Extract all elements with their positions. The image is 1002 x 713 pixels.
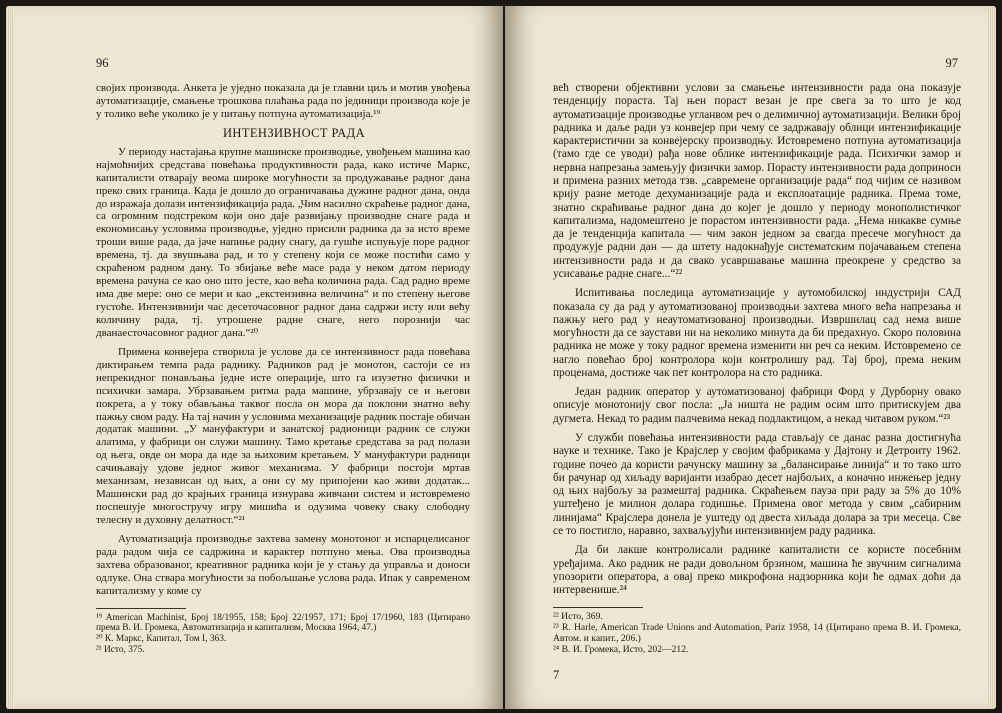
page-edge-left — [6, 6, 14, 709]
left-page — [6, 6, 503, 709]
section-heading: ИНТЕНЗИВНОСТ РАДА — [222, 125, 366, 140]
left-footnotes — [96, 613, 470, 656]
footnote-23: ²³ R. Harle, American Trade Unions and Automation, Pariz 1958, 14 (Цитирано према В. И. Громека, Автом. и капит., 206.) — [553, 622, 961, 645]
right-page — [505, 6, 996, 709]
footnote-20: ²⁰ К. Маркс, Капитал, Том I, 363. — [96, 633, 227, 644]
footnote-24: ²⁴ В. И. Громека, Исто, 202—212. — [553, 644, 689, 656]
right-paragraph-5: Да би лакше контролисали раднике капиталисти се користе посебним уређајима. Ако радник не ради довољном брзином, машина ће звучним сигналима упозорити оператора, а овај преко микрофона надзорника који ће одмах доћи да интервенише.²⁴ — [553, 544, 961, 597]
left-paragraph-2: Примена конвејера створила је услове да се интензивност рада повећава диктирањем темпа рада раднику. Радников рад је монотон, састоји се из непрекидног понављања једне исте операције, што га изузетно физички и психички замара. Убрзавањем ритма рада машине, убрзавају се и његови покрета, а у току обављања таквог посла он мора да поклони знатно већу пажњу свом раду. На тај начин у условима механизације радник постаје обичан додатак машини. „У мануфактури и занатској радионици радник се служи алатима, у фабрици он служи машину. Тамо кретање средстава за рад полази од њега, овде он мора да иде за њиховим кретањем. У мануфактури радници сачињавају удове једног живог механизма. У фабрици постоји мртав механизам, независан од њих, а они су му припојени као живи додатак... Машински рад до крајњих граница изнурава живчани систем и истовремено поспешује многостручу игру мишића и одузима човеку сваку слободну телесну и духовну делатност.“²¹ — [96, 345, 470, 526]
signature-mark: 7 — [553, 668, 560, 682]
left-page-number: 96 — [96, 56, 109, 70]
right-paragraph-3: Један радник оператор у аутоматизованој фабрици Форд у Дурборну овако описује монотонију свог посла: „Ја ништа не радим осим што притискујем два дугмета. Некад то радим палчевима некад подлактицом, а некад читавом руком.“²³ — [553, 386, 961, 425]
footnote-19: ¹⁹ American Machinist, Број 18/1955, 158; Број 22/1957, 171; Број 17/1960, 183 (Цитирано према В. И. Громека, Автоматизација и капитализм, Москва 1964, 47.) — [96, 612, 470, 634]
footnote-21: ²¹ Исто, 375. — [96, 644, 145, 655]
footnote-rule-left — [96, 608, 186, 609]
right-paragraph-4: У служби повећања интензивности рада стављају се данас разна достигнућа науке и технике. Тако је Крајслер у својим фабрикама у Дајтону и Детроиту 1962. године почео да користи рачунску машину за „балансирање линија“ и то тако што би рачунар од хиљаду варијанти изабрао десет најбољих, а коначно инжењер једну од њих најбољу за размештај радника. Скраћењем пауза при раду за 5% до 10% уштеђено је милион долара годишње. Примена овог метода у свим „сабирним линијама“ Крајслера донела је уштеду од двеста хиљада долара за три месеца. Све се то постигло, наравно, захваљујући интензивнијем раду радника. — [553, 432, 961, 537]
footnote-22: ²² Исто, 369. — [553, 611, 603, 623]
right-text-column — [553, 82, 961, 656]
left-intro-paragraph: својих производа. Анкета је уједно показала да је главни циљ и мотив увођења аутоматизације, смањење трошкова плаћања рада по јединици производа које је у толико веће уколико је у питању потпуна аутоматизација.¹⁹ — [96, 82, 470, 120]
right-paragraph-1: већ створени објективни услови за смањење интензивности рада она показује тенденцију пораста. Тај њен пораст везан је пре свега за то што је код аутоматизације производње угланвом реч о делимичној аутоматизацији. Велики број радника и даље ради уз конвејер при чему се задржавају облици интензификације карактеристични за конвејерску производњу. Истовремено потпуна аутоматизација (тамо где се уводи) рађа нове облике интензификације рада. Психички замор и нервна напрезања замењују физички замор. Порасту интензивности рада доприноси и примена разних метода тзв. „савремене организације рада“ под чијим се називом крију разне методе дехуманизације рада и експлоатације радника. Према томе, знатно скраћивање радног дана до којег је дошло у периоду монополистичког капитализма, надомештено је порастом интензивности рада. „Нема никакве сумње да је тенденција капитала — чим закон једном за свагда пресече могућност да продужује радни дан — да штету надокнађује систематским појачавањем степена интензивности рада и да свако усавршавање машина преокрене у средство за усисавање радне снаге...“²² — [553, 82, 961, 280]
left-paragraph-1: У периоду настајања крупне машинске производње, увођењем машина као најмоћнијих средстава повећања продуктивности рада, како истиче Маркс, капиталисти отварају веома широке могућности за продужавање радног дана преко свих граница. Када је дошло до ограничавања дужине радног дана, онда до изражаја долази интензификација рада. „Чим насилно скраћење радног дана, са огромним подстреком који оно даје развијању производне снаге рада и економисању условима производње, уједно присили радника да за исто време троши више рада, да јаче напиње радну снагу, да гушће испуњује поре радног времена, тј. да звушњава рад, и то у степену који се може постићи само у скраћеном радном дану. То збијање веће масе рада у неком датом периоду времена рачуна се као оно што јесте, као већа количина рада. Сад радно време има две мере: оно се мери и као „екстензивна величина“ и по степену његове густоће. Интензивнији час десеточасовног радног дана садржи исту или већу количину рада, тј. утрошене радне снаге, него порознији час дванаесточасовног радног дана.“²⁰ — [96, 145, 470, 339]
right-page-number: 97 — [945, 56, 958, 70]
footnote-rule-right — [553, 607, 643, 608]
right-footnotes — [553, 612, 961, 656]
page-edge-right — [988, 6, 996, 709]
right-paragraph-2: Испитивања последица аутоматизације у аутомобилској индустрији САД показала су да рад у аутоматизованој производњи захтева много већа напрезања и пажњу него рад у неаутоматизованој производњи. Извршилац сад нема више могућности да се заустави ни на неколико минута да би предахнуо. Скоро половина радника не може у току радног времена изменити ни реч са неким. Истовремено се нагло повећао број контролора који контролишу рад. Тај број, према неким проценама, достиже чак пет контролора на сто радника. — [553, 287, 961, 379]
left-paragraph-3: Аутоматизација производње захтева замену монотоног и испарцелисаног рада радом чија се садржина и карактер потпуно мења. Ова производња захтева образованог, креативног радника који је у стању да управља и доноси одлуке. Она ствара могућности за побољшање услова рада. Ипак у савременом капитализму у коме су — [96, 532, 470, 597]
left-text-column — [96, 82, 470, 655]
